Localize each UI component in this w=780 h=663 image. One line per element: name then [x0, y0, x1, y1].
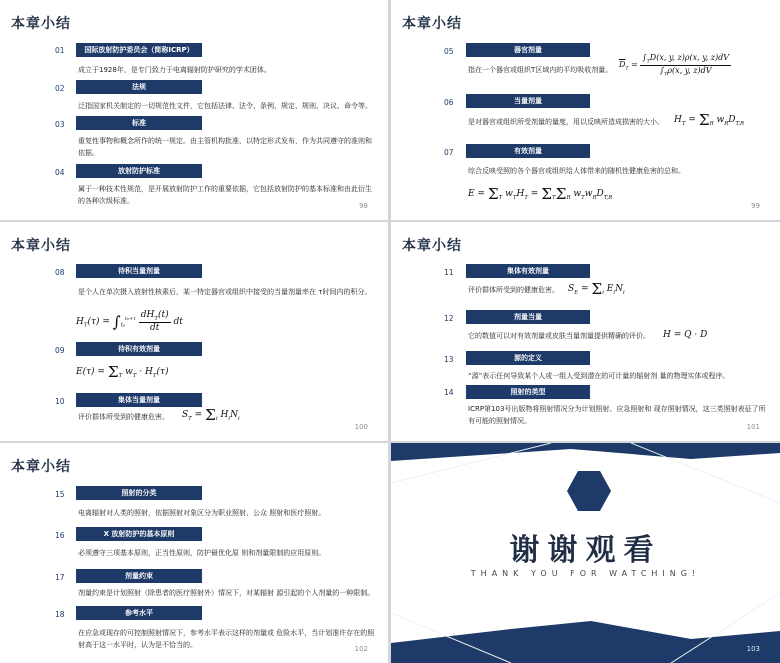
slide-101[interactable] — [391, 222, 780, 441]
formula-equivalent-dose: $H_T = \Sigma_R$ $w_RD_{T,R}$ — [674, 111, 745, 129]
formula-effective-dose: $E = \Sigma_T$ $w_TH_T = \Sigma_T\Sigma_R$ $w_Tw_RD_{T,R}$ — [468, 185, 613, 203]
item-number: 12 — [444, 314, 454, 323]
item-label: 法规 — [76, 80, 202, 94]
item-number: 16 — [55, 531, 65, 540]
item-label: 照射的分类 — [76, 486, 202, 500]
page-number: 102 — [354, 645, 368, 653]
item-number: 10 — [55, 397, 65, 406]
item-text: 在应急或现存的可控制照射情况下，参考水平表示这样的剂量或 危险水平，当计划准许存在的照射高于这一水平时，认为是不恰当的。 — [78, 629, 375, 649]
item-label: 照射的类型 — [466, 385, 590, 399]
formula-committed-equivalent-dose: $H_T(\tau) = \int_{t_0}^{t_0+\tau}$ $\frac{dH_T(t)}{dt}$ dt — [76, 310, 183, 333]
formula-collective-equivalent-dose: $S_T = \Sigma_i$ $H_iN_i$ — [182, 406, 240, 424]
page-number: 103 — [746, 645, 760, 653]
item-text: 综合反映受照的各个器官或组织给人体带来的随机性健康危害的总和。 — [468, 167, 685, 175]
item-label: 集体有效剂量 — [466, 264, 590, 278]
slide-102[interactable] — [0, 443, 388, 663]
item-text: 是对器官或组织所受剂量的量度，用以反映所造成损害的大小。 — [468, 118, 664, 126]
item-label: 参考水平 — [76, 606, 202, 620]
slide-99[interactable] — [391, 0, 780, 220]
item-text: “源”表示任何导致某个人或一组人受到潜在的可计量的辐射剂 量的物理实体或程序。 — [468, 372, 730, 380]
slide-98[interactable] — [0, 0, 388, 220]
item-number: 04 — [55, 168, 65, 177]
item-label: 剂量当量 — [466, 310, 590, 324]
item-label: 器官剂量 — [466, 43, 590, 57]
item-text: 属于一种技术性规范，是开展放射防护工作的重要依据，它包括放射防护的基本标准和由此衍生的各种次级标准。 — [78, 185, 372, 205]
formula-committed-effective-dose: $E(\tau) = \Sigma_T$ $w_T \cdot H_T(\tau)$ — [76, 363, 169, 381]
item-text: 成立于1928年，是专门致力于电离辐射防护研究的学术团体。 — [78, 66, 271, 74]
slide-title: 本章小结 — [402, 16, 462, 32]
thanks-title: 谢谢观看 — [509, 533, 662, 568]
item-number: 14 — [444, 388, 454, 397]
slide-100[interactable] — [0, 222, 388, 441]
page-number: 100 — [354, 423, 368, 431]
item-number: 15 — [55, 490, 65, 499]
thanks-subtitle: THANK YOU FOR WATCHING! — [470, 569, 701, 578]
formula-dose-equivalent: H = Q · D — [663, 330, 708, 340]
item-text: 必须遵守三项基本原则，正当性原则，防护最优化原 则和剂量限制的应用原则。 — [78, 549, 326, 557]
item-label: 当量剂量 — [466, 94, 590, 108]
item-number: 03 — [55, 120, 65, 129]
item-label: 剂量约束 — [76, 569, 202, 583]
slide-103[interactable] — [391, 443, 780, 663]
item-number: 09 — [55, 346, 65, 355]
item-label: 集体当量剂量 — [76, 393, 202, 407]
item-number: 11 — [444, 268, 454, 277]
item-label: 放射防护标准 — [76, 164, 202, 178]
page-number: 101 — [746, 423, 760, 431]
item-text: 评价群体所受到的健康危害。 — [468, 286, 559, 294]
page-number: 99 — [751, 202, 760, 210]
item-label: 待积有效剂量 — [76, 342, 202, 356]
item-number: 07 — [444, 148, 454, 157]
item-number: 05 — [444, 47, 454, 56]
slide-title: 本章小结 — [11, 16, 71, 32]
item-number: 18 — [55, 610, 65, 619]
slide-title: 本章小结 — [11, 459, 71, 475]
item-text: 重复性事物和概念所作的统一规定。由主管机构批准，以特定形式发布，作为共同遵守的准则和依据。 — [78, 137, 372, 157]
page-number: 98 — [359, 202, 368, 210]
item-number: 08 — [55, 268, 65, 277]
slide-title: 本章小结 — [402, 238, 462, 254]
item-number: 06 — [444, 98, 454, 107]
formula-organ-dose: $\overline{D}_T$ = $\frac{\int_TD(x, y, z)\rho(x, y, z)dV}{\int_T\rho(x, y, z)dV}$ — [619, 53, 730, 78]
item-label: 待积当量剂量 — [76, 264, 202, 278]
slide-title: 本章小结 — [11, 238, 71, 254]
item-text: 剂量约束是计划照射（除患者的医疗照射外）情况下，对某辐射 源引起的个人剂量的一种限制。 — [78, 589, 375, 597]
item-text: 泛指国家机关制定的一切规范性文件，它包括法律、法令、条例、规定、规则、决议、命令等。 — [78, 102, 372, 110]
item-text: 是个人在单次摄入放射性核素后，某一特定器官或组织中接受的当量剂量率在 τ时间内的积分。 — [78, 288, 372, 296]
item-label: 标准 — [76, 116, 202, 130]
item-number: 02 — [55, 84, 65, 93]
item-label: 源的定义 — [466, 351, 590, 365]
item-text: 指在一个器官或组织T区域内的平均吸收剂量。 — [468, 66, 613, 74]
item-number: 01 — [55, 46, 65, 55]
item-text: 评价群体所受到的健康危害。 — [78, 413, 169, 421]
item-label: 国际放射防护委员会（简称ICRP） — [76, 43, 202, 57]
item-text: 电离辐射对人类的照射，依据照射对象区分为职业照射、公众 照射和医疗照射。 — [78, 509, 326, 517]
item-text: ICRP第103号出版物将照射情况分为计划照射、应急照射和 现存照射情况，这三类照射表征了所有可能的照射情况。 — [468, 405, 766, 425]
formula-collective-effective-dose: $S_E = \Sigma_i$ $E_iN_i$ — [568, 280, 625, 298]
item-label: X 放射防护的基本原则 — [76, 527, 202, 541]
item-number: 17 — [55, 573, 65, 582]
item-label: 有效剂量 — [466, 144, 590, 158]
item-number: 13 — [444, 355, 454, 364]
hexagon-icon — [567, 471, 611, 511]
item-text: 它的数值可以对有效剂量或皮肤当量剂量提供精确的评价。 — [468, 332, 650, 340]
